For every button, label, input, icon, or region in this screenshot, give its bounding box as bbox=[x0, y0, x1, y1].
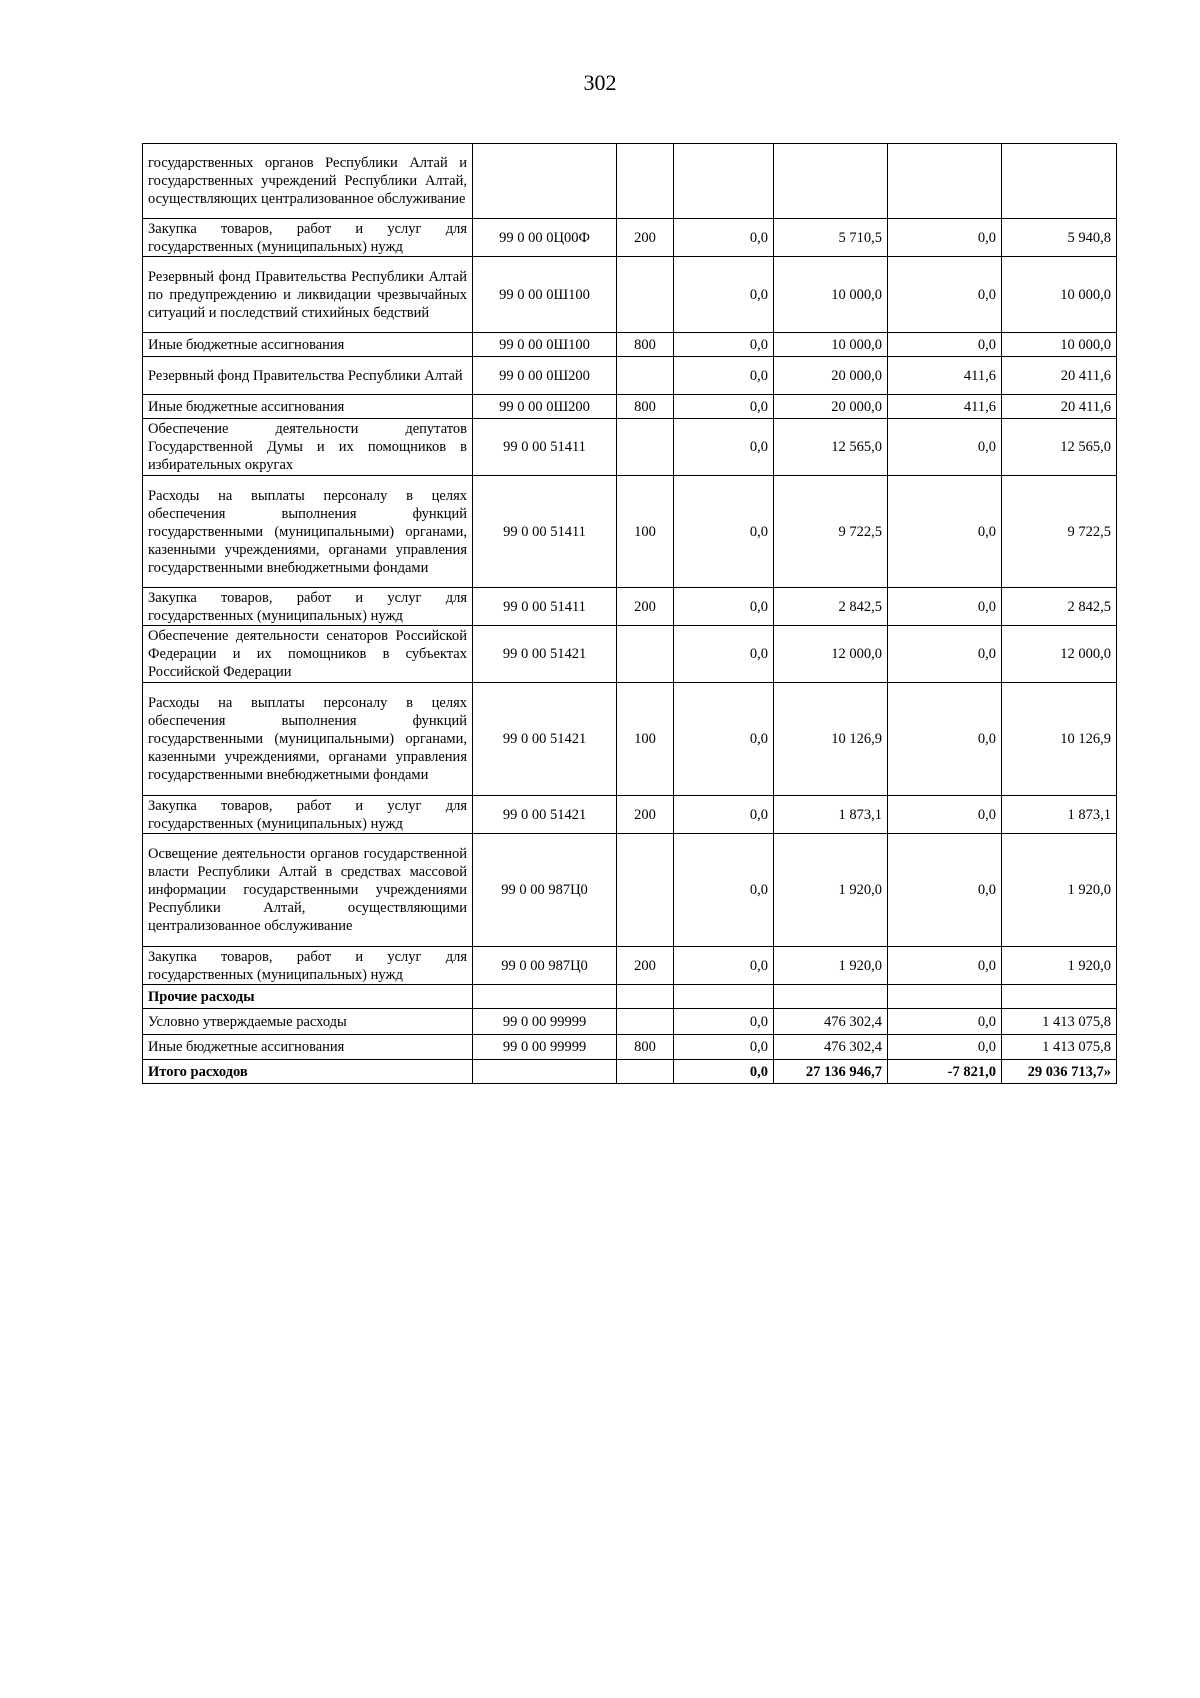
row-value-cell-4: 1 413 075,8 bbox=[1002, 1035, 1117, 1060]
row-value-cell-4: 5 940,8 bbox=[1002, 219, 1117, 257]
row-value-cell-2: 476 302,4 bbox=[774, 1035, 888, 1060]
row-value-cell-3 bbox=[888, 144, 1002, 219]
row-value-cell-4: 2 842,5 bbox=[1002, 588, 1117, 626]
table-row bbox=[143, 985, 1117, 1009]
row-value-cell-3: 0,0 bbox=[888, 1009, 1002, 1035]
table-row bbox=[143, 476, 1117, 588]
row-expense-type-cell bbox=[617, 357, 674, 395]
row-value-cell-2: 12 000,0 bbox=[774, 626, 888, 683]
row-value-cell-3: 0,0 bbox=[888, 419, 1002, 476]
row-code-cell: 99 0 00 0Ш200 bbox=[473, 395, 617, 419]
row-code-cell: 99 0 00 51421 bbox=[473, 683, 617, 796]
row-value-cell-3: 0,0 bbox=[888, 257, 1002, 333]
row-code-cell: 99 0 00 0Ш200 bbox=[473, 357, 617, 395]
row-expense-type-cell: 200 bbox=[617, 796, 674, 834]
row-value-cell-3: 0,0 bbox=[888, 626, 1002, 683]
row-expense-type-cell bbox=[617, 1060, 674, 1084]
row-value-cell-2: 27 136 946,7 bbox=[774, 1060, 888, 1084]
row-expense-type-cell: 800 bbox=[617, 1035, 674, 1060]
row-value-cell-4: 1 920,0 bbox=[1002, 834, 1117, 947]
row-code-cell: 99 0 00 0Ш100 bbox=[473, 257, 617, 333]
row-value-cell-2: 10 000,0 bbox=[774, 333, 888, 357]
table-row bbox=[143, 144, 1117, 219]
row-value-cell-1: 0,0 bbox=[674, 257, 774, 333]
row-value-cell-2: 476 302,4 bbox=[774, 1009, 888, 1035]
row-code-cell: 99 0 00 99999 bbox=[473, 1009, 617, 1035]
row-value-cell-4: 29 036 713,7» bbox=[1002, 1060, 1117, 1084]
row-value-cell-1: 0,0 bbox=[674, 476, 774, 588]
row-value-cell-1: 0,0 bbox=[674, 333, 774, 357]
row-name-cell: Резервный фонд Правительства Республики Алтай по предупреждению и ликвидации чрезвычайных ситуаций и последствий стихийных бедствий bbox=[143, 257, 473, 333]
budget-table bbox=[142, 143, 1117, 1084]
row-value-cell-4: 1 920,0 bbox=[1002, 947, 1117, 985]
row-name-cell: Закупка товаров, работ и услуг для государственных (муниципальных) нужд bbox=[143, 219, 473, 257]
row-value-cell-2: 1 873,1 bbox=[774, 796, 888, 834]
row-value-cell-3: 0,0 bbox=[888, 1035, 1002, 1060]
row-name-cell: Резервный фонд Правительства Республики Алтай bbox=[143, 357, 473, 395]
row-value-cell-4 bbox=[1002, 985, 1117, 1009]
row-name-cell: Условно утверждаемые расходы bbox=[143, 1009, 473, 1035]
row-value-cell-3: 0,0 bbox=[888, 683, 1002, 796]
row-code-cell: 99 0 00 51411 bbox=[473, 419, 617, 476]
row-value-cell-4 bbox=[1002, 144, 1117, 219]
row-code-cell: 99 0 00 0Ц00Ф bbox=[473, 219, 617, 257]
row-name-cell: Расходы на выплаты персоналу в целях обеспечения выполнения функций государственными (муниципальными) органами, казенными учреждениями, органами управления государственными внебюджетными фондами bbox=[143, 683, 473, 796]
table-row bbox=[143, 626, 1117, 683]
row-name-cell: Обеспечение деятельности депутатов Государственной Думы и их помощников в избирательных округах bbox=[143, 419, 473, 476]
row-value-cell-1: 0,0 bbox=[674, 947, 774, 985]
row-name-cell: Иные бюджетные ассигнования bbox=[143, 395, 473, 419]
row-code-cell bbox=[473, 985, 617, 1009]
row-value-cell-3: 0,0 bbox=[888, 219, 1002, 257]
table-row bbox=[143, 357, 1117, 395]
row-expense-type-cell bbox=[617, 834, 674, 947]
row-value-cell-1: 0,0 bbox=[674, 626, 774, 683]
table-row bbox=[143, 1060, 1117, 1084]
row-value-cell-1: 0,0 bbox=[674, 357, 774, 395]
row-value-cell-2: 20 000,0 bbox=[774, 395, 888, 419]
row-expense-type-cell bbox=[617, 257, 674, 333]
row-name-cell: Освещение деятельности органов государственной власти Республики Алтай в средствах массовой информации государственными учреждениями Республики Алтай, осуществляющими централизованное обслуживание bbox=[143, 834, 473, 947]
row-value-cell-3 bbox=[888, 985, 1002, 1009]
row-value-cell-2 bbox=[774, 985, 888, 1009]
row-value-cell-1: 0,0 bbox=[674, 1009, 774, 1035]
row-value-cell-2: 10 000,0 bbox=[774, 257, 888, 333]
row-name-cell: Закупка товаров, работ и услуг для государственных (муниципальных) нужд bbox=[143, 947, 473, 985]
row-value-cell-4: 1 413 075,8 bbox=[1002, 1009, 1117, 1035]
table-row bbox=[143, 588, 1117, 626]
row-value-cell-2: 9 722,5 bbox=[774, 476, 888, 588]
row-expense-type-cell: 100 bbox=[617, 683, 674, 796]
row-code-cell bbox=[473, 144, 617, 219]
table-row bbox=[143, 419, 1117, 476]
table-row bbox=[143, 683, 1117, 796]
row-name-cell: государственных органов Республики Алтай и государственных учреждений Республики Алтай, осуществляющих централизованное обслуживание bbox=[143, 144, 473, 219]
row-expense-type-cell: 200 bbox=[617, 947, 674, 985]
row-value-cell-2: 10 126,9 bbox=[774, 683, 888, 796]
row-expense-type-cell bbox=[617, 985, 674, 1009]
row-value-cell-4: 10 126,9 bbox=[1002, 683, 1117, 796]
table-row bbox=[143, 395, 1117, 419]
row-value-cell-1: 0,0 bbox=[674, 219, 774, 257]
row-code-cell: 99 0 00 51411 bbox=[473, 588, 617, 626]
row-value-cell-2: 1 920,0 bbox=[774, 947, 888, 985]
row-value-cell-1 bbox=[674, 144, 774, 219]
row-value-cell-1: 0,0 bbox=[674, 419, 774, 476]
row-value-cell-3: 411,6 bbox=[888, 395, 1002, 419]
row-value-cell-1 bbox=[674, 985, 774, 1009]
row-value-cell-3: 0,0 bbox=[888, 588, 1002, 626]
page-number: 302 bbox=[583, 70, 617, 95]
row-code-cell: 99 0 00 51421 bbox=[473, 796, 617, 834]
row-code-cell: 99 0 00 51421 bbox=[473, 626, 617, 683]
row-expense-type-cell: 200 bbox=[617, 219, 674, 257]
row-name-cell: Обеспечение деятельности сенаторов Российской Федерации и их помощников в субъектах Российской Федерации bbox=[143, 626, 473, 683]
row-value-cell-4: 10 000,0 bbox=[1002, 257, 1117, 333]
row-code-cell: 99 0 00 987Ц0 bbox=[473, 834, 617, 947]
row-value-cell-3: 0,0 bbox=[888, 796, 1002, 834]
row-value-cell-1: 0,0 bbox=[674, 395, 774, 419]
row-value-cell-2: 1 920,0 bbox=[774, 834, 888, 947]
row-value-cell-3: 0,0 bbox=[888, 947, 1002, 985]
row-value-cell-2: 20 000,0 bbox=[774, 357, 888, 395]
budget-table-body bbox=[143, 144, 1117, 1084]
row-value-cell-3: 0,0 bbox=[888, 834, 1002, 947]
row-value-cell-4: 9 722,5 bbox=[1002, 476, 1117, 588]
row-value-cell-1: 0,0 bbox=[674, 588, 774, 626]
row-value-cell-3: 0,0 bbox=[888, 333, 1002, 357]
row-name-cell: Прочие расходы bbox=[143, 985, 473, 1009]
row-value-cell-3: 411,6 bbox=[888, 357, 1002, 395]
row-code-cell: 99 0 00 51411 bbox=[473, 476, 617, 588]
row-name-cell: Итого расходов bbox=[143, 1060, 473, 1084]
table-row bbox=[143, 219, 1117, 257]
row-value-cell-2: 12 565,0 bbox=[774, 419, 888, 476]
row-expense-type-cell bbox=[617, 144, 674, 219]
row-expense-type-cell: 800 bbox=[617, 395, 674, 419]
row-value-cell-4: 20 411,6 bbox=[1002, 395, 1117, 419]
table-row bbox=[143, 333, 1117, 357]
row-value-cell-2: 5 710,5 bbox=[774, 219, 888, 257]
table-row bbox=[143, 1035, 1117, 1060]
table-row bbox=[143, 257, 1117, 333]
row-value-cell-4: 12 565,0 bbox=[1002, 419, 1117, 476]
row-name-cell: Иные бюджетные ассигнования bbox=[143, 333, 473, 357]
row-expense-type-cell bbox=[617, 1009, 674, 1035]
row-value-cell-3: -7 821,0 bbox=[888, 1060, 1002, 1084]
row-code-cell: 99 0 00 987Ц0 bbox=[473, 947, 617, 985]
row-value-cell-2 bbox=[774, 144, 888, 219]
row-name-cell: Закупка товаров, работ и услуг для государственных (муниципальных) нужд bbox=[143, 588, 473, 626]
table-row bbox=[143, 796, 1117, 834]
table-row bbox=[143, 947, 1117, 985]
row-expense-type-cell bbox=[617, 419, 674, 476]
row-code-cell: 99 0 00 99999 bbox=[473, 1035, 617, 1060]
row-expense-type-cell: 800 bbox=[617, 333, 674, 357]
row-value-cell-1: 0,0 bbox=[674, 796, 774, 834]
row-expense-type-cell bbox=[617, 626, 674, 683]
table-row bbox=[143, 834, 1117, 947]
row-code-cell: 99 0 00 0Ш100 bbox=[473, 333, 617, 357]
row-name-cell: Закупка товаров, работ и услуг для государственных (муниципальных) нужд bbox=[143, 796, 473, 834]
row-value-cell-2: 2 842,5 bbox=[774, 588, 888, 626]
row-value-cell-1: 0,0 bbox=[674, 1035, 774, 1060]
row-value-cell-1: 0,0 bbox=[674, 683, 774, 796]
row-value-cell-4: 10 000,0 bbox=[1002, 333, 1117, 357]
row-expense-type-cell: 200 bbox=[617, 588, 674, 626]
row-name-cell: Расходы на выплаты персоналу в целях обеспечения выполнения функций государственными (муниципальными) органами, казенными учреждениями, органами управления государственными внебюджетными фондами bbox=[143, 476, 473, 588]
row-value-cell-1: 0,0 bbox=[674, 834, 774, 947]
row-code-cell bbox=[473, 1060, 617, 1084]
row-value-cell-4: 12 000,0 bbox=[1002, 626, 1117, 683]
row-value-cell-1: 0,0 bbox=[674, 1060, 774, 1084]
table-row bbox=[143, 1009, 1117, 1035]
row-name-cell: Иные бюджетные ассигнования bbox=[143, 1035, 473, 1060]
row-value-cell-3: 0,0 bbox=[888, 476, 1002, 588]
row-expense-type-cell: 100 bbox=[617, 476, 674, 588]
row-value-cell-4: 20 411,6 bbox=[1002, 357, 1117, 395]
row-value-cell-4: 1 873,1 bbox=[1002, 796, 1117, 834]
